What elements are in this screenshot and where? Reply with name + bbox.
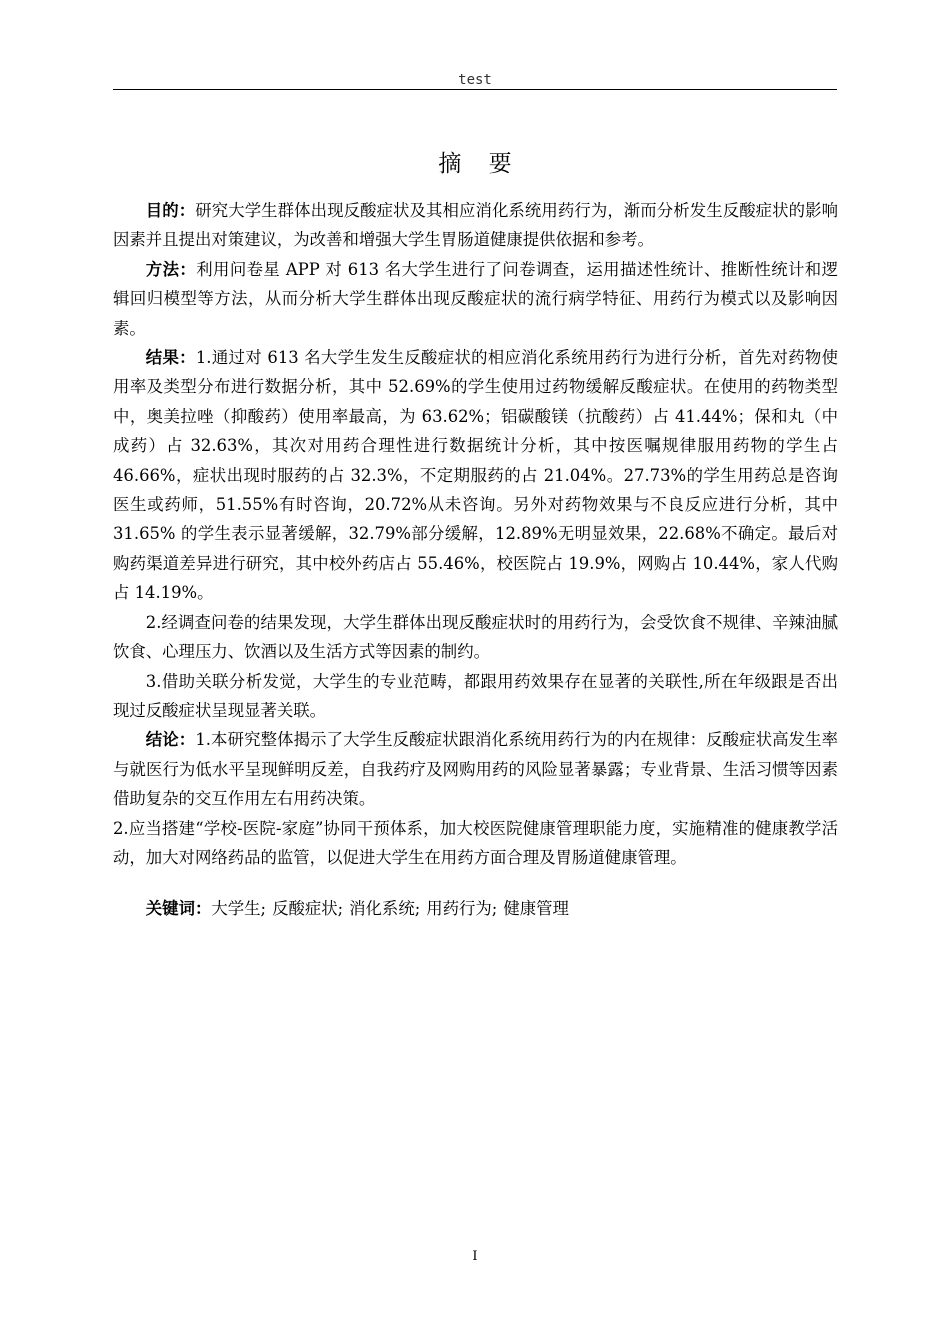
results-paragraph — [113, 343, 838, 608]
results-point-2: 2.经调查问卷的结果发现，大学生群体出现反酸症状时的用药行为，会受饮食不规律、辛辣油腻饮食、心理压力、饮酒以及生活方式等因素的制约。 — [113, 612, 838, 662]
keywords-label: 关键词： — [145, 899, 212, 919]
results-label: 结果： — [145, 348, 196, 368]
abstract-body — [113, 196, 838, 924]
results-text: 1.通过对 613 名大学生发生反酸症状的相应消化系统用药行为进行分析，首先对药物使用率及类型分布进行数据分析，其中 52.69%的学生使用过药物缓解反酸症状。在使用的药物类型中，奥美拉唑（抑酸药）使用率最高，为 63.62%；铝碳酸镁（抗酸药）占 41.44%；保和丸（中成药）占 32.63%，其次对用药合理性进行数据统计分析，其中按医嘱规律服用药物的学生占 46.66%，症状出现时服药的占 32.3%，不定期服药的占 21.04%。27.73%的学生用药总是咨询医生或药师，51.55%有时咨询，20.72%从未咨询。另外对药物效果与不良反应进行分析，其中 31.65% 的学生表示显著缓解，32.79%部分缓解，12.89%无明显效果，22.68%不确定。最后对购药渠道差异进行研究，其中校外药店占 55.46%，校医院占 19.9%，网购占 10.44%，家人代购占 14.19%。 — [113, 348, 839, 603]
keyword-item: 大学生; — [211, 899, 267, 919]
page-number: I — [472, 1249, 478, 1264]
conclusion-label: 结论： — [145, 730, 196, 750]
running-header: test — [458, 72, 492, 88]
purpose-label: 目的： — [145, 201, 196, 220]
header-divider — [113, 89, 837, 90]
results-point-3: 3.借助关联分析发觉，大学生的专业范畴，都跟用药效果存在显著的关联性,所在年级跟是否出现过反酸症状呈现显著关联。 — [113, 671, 838, 720]
purpose-text: 研究大学生群体出现反酸症状及其相应消化系统用药行为，渐而分析发生反酸症状的影响因素并且提出对策建议，为改善和增强大学生胃肠道健康提供依据和参考。 — [113, 201, 839, 250]
conclusion-text: 1.本研究整体揭示了大学生反酸症状跟消化系统用药行为的内在规律：反酸症状高发生率与就医行为低水平呈现鲜明反差，自我药疗及网购用药的风险显著暴露；专业背景、生活习惯等因素借助复杂的交互作用左右用药决策。 — [113, 730, 839, 809]
method-paragraph — [113, 255, 838, 343]
method-text: 利用问卷星 APP 对 613 名大学生进行了问卷调查，运用描述性统计、推断性统计和逻辑回归模型等方法，从而分析大学生群体出现反酸症状的流行病学特征、用药行为模式以及影响因素。 — [113, 259, 838, 338]
keyword-item: 消化系统; — [349, 899, 421, 919]
conclusion-point-2: 2.应当搭建“学校-医院-家庭”协同干预体系，加大校医院健康管理职能力度，实施精准的健康教学活动，加大对网络药品的监管，以促进大学生在用药方面合理及胃肠道健康管理。 — [113, 818, 838, 867]
keyword-item: 用药行为; — [426, 899, 498, 919]
keyword-item: 健康管理 — [503, 899, 569, 919]
keyword-item: 反酸症状; — [272, 899, 344, 919]
conclusion-paragraph — [113, 725, 838, 813]
purpose-paragraph — [113, 196, 838, 255]
page-title: 摘 要 — [438, 151, 522, 177]
method-label: 方法： — [145, 259, 197, 279]
keywords-line — [113, 894, 838, 923]
